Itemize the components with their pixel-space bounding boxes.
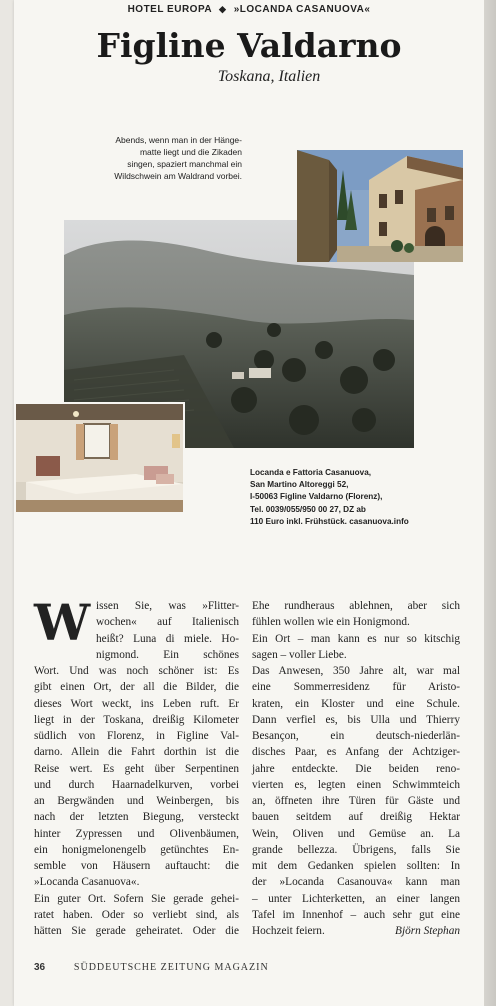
- article-column-left: [34, 593, 239, 939]
- info-line: I-50063 Figline Valdarno (Florenz),: [250, 492, 383, 502]
- article-line: hätten Sie gerade geheiratet. Oder die: [34, 925, 239, 937]
- article-line: an Bergwänden und Weinbergen, bis: [34, 795, 239, 807]
- page-edge: [484, 0, 496, 1006]
- article-line: an, öffneten ihre Türen für Gäste und: [252, 795, 460, 807]
- page-number: 36: [34, 962, 46, 973]
- article-line: »Locanda Casanuova«.: [34, 876, 140, 889]
- article-line: Hochzeit feiern.: [252, 925, 325, 937]
- hotel-label: HOTEL EUROPA: [127, 4, 212, 15]
- page-footer: [34, 962, 269, 973]
- article-line: südlich von Florenz, in Figline Val-: [34, 730, 239, 742]
- article-line: liegt in der Toskana, dreißig Kilometer: [34, 713, 239, 726]
- article-line: disches Paar, es Anfang der Achtziger-: [252, 746, 460, 759]
- caption-line: matte liegt und die Zikaden: [139, 147, 242, 157]
- article-line: issen Sie, was »Flitter-: [96, 600, 239, 612]
- info-line: San Martino Altoreggi 52,: [250, 480, 349, 490]
- article-line: und durch Haarnadelkurven, vorbei: [34, 778, 239, 791]
- diamond-icon: ◆: [219, 4, 227, 14]
- section-header: [14, 4, 484, 15]
- caption-line: Abends, wenn man in der Hänge-: [115, 135, 242, 145]
- article-line: – unter Lichterketten, an einer langen: [252, 892, 460, 905]
- article-title: Figline Valdarno: [96, 26, 402, 65]
- article-line: ein honigmelonengelb getünchtes En-: [34, 843, 239, 856]
- article-line: mit dem Gedanken spielen sollten: In: [252, 860, 460, 872]
- article-line: hinter Zypressen und Olivenbäumen,: [34, 827, 239, 840]
- article-line: grande bellezza. Übrigens, falls Sie: [252, 843, 460, 856]
- article-line: bauen seitdem auf dreißig Hektar: [252, 811, 460, 824]
- article-line: heißt? Luna di miele. Ho-: [96, 632, 239, 645]
- article-line: semble von Häusern auftaucht: die: [34, 860, 239, 872]
- article-column-right: [252, 598, 460, 939]
- magazine-name: SÜDDEUTSCHE ZEITUNG MAGAZIN: [73, 962, 269, 973]
- villa-courtyard-photo: [297, 150, 463, 262]
- section-label: »LOCANDA CASANUOVA«: [233, 4, 371, 15]
- author-name: Björn Stephan: [395, 925, 460, 937]
- article-line: der »Locanda Casanouva« kann man: [252, 876, 460, 889]
- article-line: gibt einen Ort, der all die Bilder, die: [34, 681, 239, 694]
- article-line: Ein guter Ort. Sofern Sie gerade gehei-: [34, 892, 239, 905]
- article-line: ratet haben. Oder so verliebt sind, als: [34, 908, 239, 921]
- article-subtitle: Toskana, Italien: [217, 68, 321, 85]
- drop-cap: W: [34, 593, 91, 652]
- caption-line: singen, spaziert manchmal ein: [127, 159, 242, 169]
- caption-line: Wildschwein am Waldrand vorbei.: [114, 171, 242, 181]
- article-line: dieses Wort weckt, ins Leben ruft. Er: [34, 697, 239, 710]
- article-line: Ein Ort – man kann es nur so kitschig: [252, 632, 460, 645]
- hotel-info-box: [250, 467, 450, 528]
- guest-room-photo: [14, 402, 185, 514]
- article-line: darno. Allein die Fahrt dorthin ist die: [34, 746, 239, 759]
- article-line: nach der letzten Biegung, versteckt: [34, 811, 239, 824]
- article-line: Besançon, ein deutsch-niederlän-: [252, 730, 460, 742]
- article-line: fühlen wollen wie ein Honigmond.: [252, 616, 410, 629]
- article-line: Ehe rundheraus ablehnen, aber sich: [252, 600, 460, 612]
- info-line: Locanda e Fattoria Casanuova,: [250, 468, 372, 477]
- article-line: Dann verfiel es, bis Ulla und Thierry: [252, 713, 460, 726]
- article-line: Das Anwesen, 350 Jahre alt, war mal: [252, 665, 460, 677]
- magazine-page: [14, 0, 484, 1006]
- article-line: Tafel im Innenhof – auch sehr gut eine: [252, 908, 460, 921]
- article-line: Wort. Und was noch schöner ist: Es: [34, 665, 239, 677]
- article-line: Reise wert. Es geht über Serpentinen: [34, 762, 239, 775]
- article-line: jahre entdeckte. Die beiden reno-: [252, 762, 460, 775]
- article-line: wochen« auf Italienisch: [96, 616, 239, 629]
- article-line: kraten, ein Kloster und eine Schule.: [252, 697, 460, 710]
- article-line: nigmond. Ein schönes: [96, 648, 239, 661]
- info-line: Tel. 0039/055/950 00 27, DZ ab: [250, 504, 366, 514]
- info-line: 110 Euro inkl. Frühstück. casanuova.info: [250, 516, 409, 526]
- photo-caption: [84, 134, 242, 182]
- article-line: Wein, Oliven und Gemüse an. La: [252, 827, 460, 840]
- article-last-line: [252, 923, 460, 939]
- article-line: sagen – voller Liebe.: [252, 648, 347, 661]
- article-line: eine Sommerresidenz für Aristo-: [252, 681, 460, 694]
- article-line: vierten es, legten einen Schwimmteich: [252, 778, 460, 791]
